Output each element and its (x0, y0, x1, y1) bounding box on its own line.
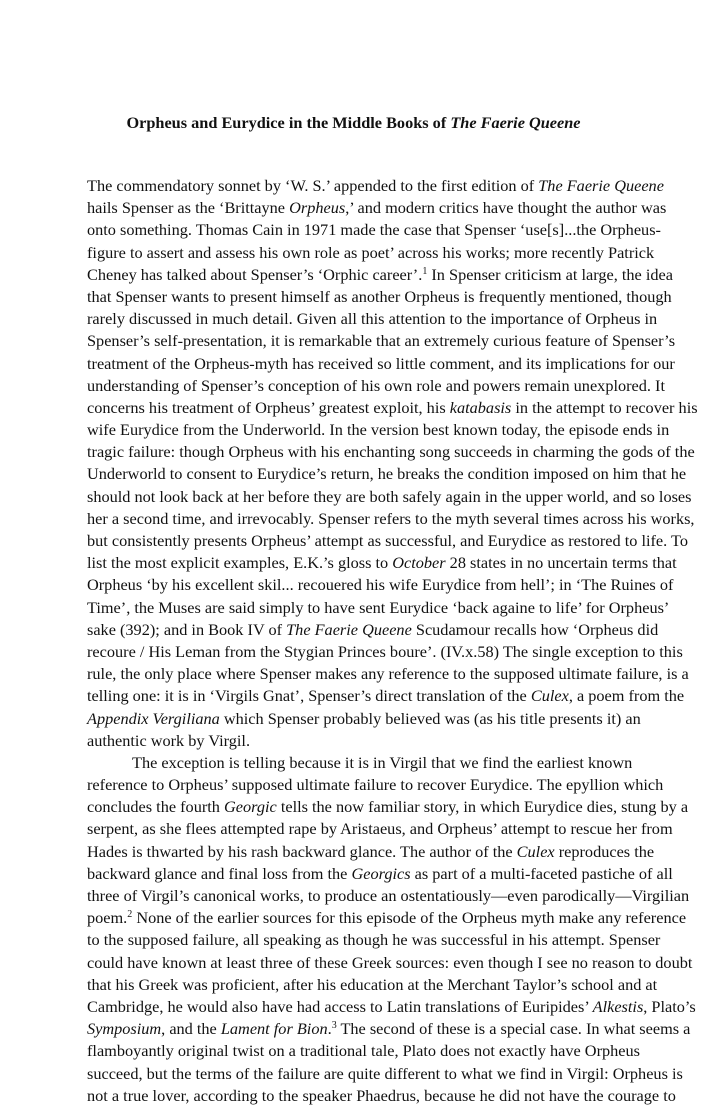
text-run: In Spenser criticism at large, the idea (427, 264, 673, 284)
text-line (87, 1085, 676, 1107)
text-line (87, 219, 661, 241)
text-line (87, 752, 633, 774)
text-line (87, 708, 641, 730)
text-run: rule, the only place where Spenser makes any reference to the supposed ultimate failure, is a (87, 664, 689, 684)
text-line (87, 441, 695, 463)
text-run: . (327, 1019, 332, 1039)
text-line (87, 463, 687, 485)
text-run: her a second time, and irrevocably. Spenser refers to the myth several times across his works, (87, 508, 695, 528)
text-run: three of Virgil’s canonical works, to produce an ostentatiously—even parodically—Virgilian (87, 886, 690, 905)
text-run: hails Spenser as the ‘Brittayne (87, 198, 290, 218)
text-line (87, 663, 689, 685)
text-line (87, 996, 696, 1018)
text-run: should not look back at her before they are both safely again in the upper world, and so loses (87, 486, 692, 506)
text-line (87, 530, 688, 552)
text-run: recoure / His Leman from the Stygian Princes boure’. (IV.x.58) The single exception to this (87, 641, 683, 661)
text-line (87, 264, 673, 286)
text-run: understanding of Spenser’s conception of his own role and powers remain unexplored. It (87, 375, 665, 395)
document-body (87, 175, 698, 1107)
text-run: could have known at least three of these Greek sources: even though I see no reason to doubt (87, 952, 693, 972)
text-line (87, 641, 683, 663)
text-run: sake (392); and in Book IV of (87, 619, 287, 639)
text-line (87, 1018, 691, 1040)
text-line (87, 375, 665, 397)
text-line (87, 774, 664, 796)
italic-text: Appendix Vergiliana (87, 708, 220, 728)
italic-text: Culex (516, 841, 555, 861)
text-run: , Plato’s (643, 996, 696, 1016)
text-line (87, 308, 658, 330)
text-run: reproduces the (554, 841, 655, 861)
text-run: concerns his treatment of Orpheus’ greatest exploit, his (87, 397, 450, 417)
text-run: The exception is telling because it is in Virgil that we find the earliest known (132, 752, 633, 772)
text-line (87, 286, 672, 308)
text-line (87, 796, 689, 818)
text-run: as part of a multi-faceted pastiche of all (410, 863, 673, 883)
document-title (0, 113, 707, 133)
text-run: , a poem from the (568, 686, 685, 706)
text-run: Cheney has talked about Spenser’s ‘Orphic career’. (87, 264, 423, 284)
italic-text: Georgics (351, 863, 411, 883)
text-run: onto something. Thomas Cain in 1971 made the case that Spenser ‘use[s]...the Orpheus- (87, 220, 661, 240)
text-run: Scudamour recalls how ‘Orpheus did (411, 619, 659, 639)
italic-text: The Faerie Queene (538, 176, 664, 195)
footnote-ref: 3 (331, 1020, 337, 1032)
text-run: , and the (161, 1019, 221, 1039)
text-run: concludes the fourth (87, 797, 224, 817)
text-line (87, 330, 676, 352)
text-run: rarely discussed in much detail. Given all this attention to the importance of Orpheus in (87, 309, 658, 329)
text-line (87, 397, 698, 419)
text-run: authentic work by Virgil. (87, 730, 251, 750)
text-run: list the most explicit examples, E.K.’s gloss to (87, 553, 393, 573)
italic-text: The Faerie Queene (450, 113, 581, 132)
text-run: Cambridge, he would also have had access to Latin translations of Euripides’ (87, 996, 593, 1016)
text-run: but consistently presents Orpheus’ attempt as successful, and Eurydice as restored to life. To (87, 531, 688, 550)
text-run: The commendatory sonnet by ‘W. S.’ appended to the first edition of (87, 176, 539, 195)
text-line (87, 552, 677, 574)
text-run: tragic failure: though Orpheus with his enchanting song succeeds in charming the gods of the (87, 442, 695, 462)
text-run: poem. (87, 908, 128, 928)
text-run: None of the earlier sources for this episode of the Orpheus myth make any reference (132, 908, 687, 928)
text-run: in the attempt to recover his (511, 397, 698, 417)
italic-text: Lament for Bion (220, 1019, 328, 1039)
text-line (87, 1063, 683, 1085)
text-line (87, 952, 693, 974)
text-run: flamboyantly original twist on a traditional tale, Plato does not exactly have Orpheus (87, 1041, 640, 1061)
text-line (87, 242, 655, 264)
italic-text: Orpheus (289, 198, 346, 218)
text-run: backward glance and final loss from the (87, 863, 352, 883)
italic-text: Culex (530, 686, 569, 706)
text-run: Orpheus and Eurydice in the Middle Books of (126, 113, 451, 132)
italic-text: Georgic (224, 797, 277, 817)
text-run: to the supposed failure, all speaking as though he was successful in his attempt. Spenser (87, 930, 661, 950)
text-run: that his Greek was proficient, after his education at the Merchant Taylor’s school and at (87, 974, 658, 994)
text-line (87, 419, 670, 441)
text-line (87, 885, 690, 907)
text-run: which Spenser probably believed was (as his title presents it) an (219, 708, 641, 728)
text-line (87, 197, 667, 219)
text-run: figure to assert and assess his own role as poet’ across his works; more recently Patrick (87, 242, 655, 262)
text-run: wife Eurydice from the Underworld. In the version best known today, the episode ends in (87, 420, 670, 440)
text-line (87, 929, 661, 951)
text-run: Underworld to consent to Eurydice’s return, he breaks the condition imposed on him that he (87, 464, 687, 484)
text-line (87, 685, 685, 707)
text-line (87, 907, 687, 929)
text-line (87, 863, 673, 885)
text-run: not a true lover, according to the speaker Phaedrus, because he did not have the courage to (87, 1085, 676, 1105)
text-line (87, 175, 664, 197)
italic-text: katabasis (449, 397, 512, 417)
text-run: treatment of the Orpheus-myth has received so little comment, and its implications for our (87, 353, 675, 373)
text-line (87, 619, 659, 641)
text-run: ,’ and modern critics have thought the author was (345, 198, 667, 218)
text-run: 28 states in no uncertain terms that (445, 553, 677, 573)
text-line (87, 1040, 640, 1062)
italic-text: The Faerie Queene (286, 619, 412, 639)
text-line (87, 818, 673, 840)
text-run: tells the now familiar story, in which Eurydice dies, stung by a (276, 797, 689, 817)
text-line (87, 508, 695, 530)
footnote-ref: 2 (127, 909, 133, 921)
text-line (87, 730, 627, 752)
text-run: succeed, but the terms of the failure are quite different to what we find in Virgil: Orpheus is (87, 1063, 683, 1083)
text-run: Time’, the Muses are said simply to have sent Eurydice ‘back againe to life’ for Orpheus’ (87, 597, 670, 617)
text-run: The second of these is a special case. In what seems a (336, 1019, 691, 1039)
text-run: Hades is thwarted by his rash backward glance. The author of the (87, 841, 517, 861)
text-run: Orpheus ‘by his excellent skil... recouered his wife Eurydice from hell’; in ‘The Ruines of (87, 575, 674, 595)
italic-text: Symposium (87, 1019, 162, 1039)
text-line (87, 574, 674, 596)
text-run: telling one: it is in ‘Virgils Gnat’, Spenser’s direct translation of the (87, 686, 531, 706)
text-line (87, 353, 675, 375)
text-run: that Spenser wants to present himself as another Orpheus is frequently mentioned, though (87, 286, 672, 306)
text-run: serpent, as she flees attempted rape by Aristaeus, and Orpheus’ attempt to rescue her from (87, 819, 673, 839)
text-line (87, 974, 658, 996)
text-line (87, 841, 655, 863)
text-line (87, 486, 692, 508)
italic-text: October (392, 553, 446, 573)
italic-text: Alkestis (592, 996, 644, 1016)
text-run: Spenser’s self-presentation, it is remarkable that an extremely curious feature of Spenser’s (87, 331, 676, 351)
text-line (87, 597, 670, 619)
footnote-ref: 1 (422, 265, 428, 277)
text-run: reference to Orpheus’ supposed ultimate failure to recover Eurydice. The epyllion which (87, 775, 664, 795)
